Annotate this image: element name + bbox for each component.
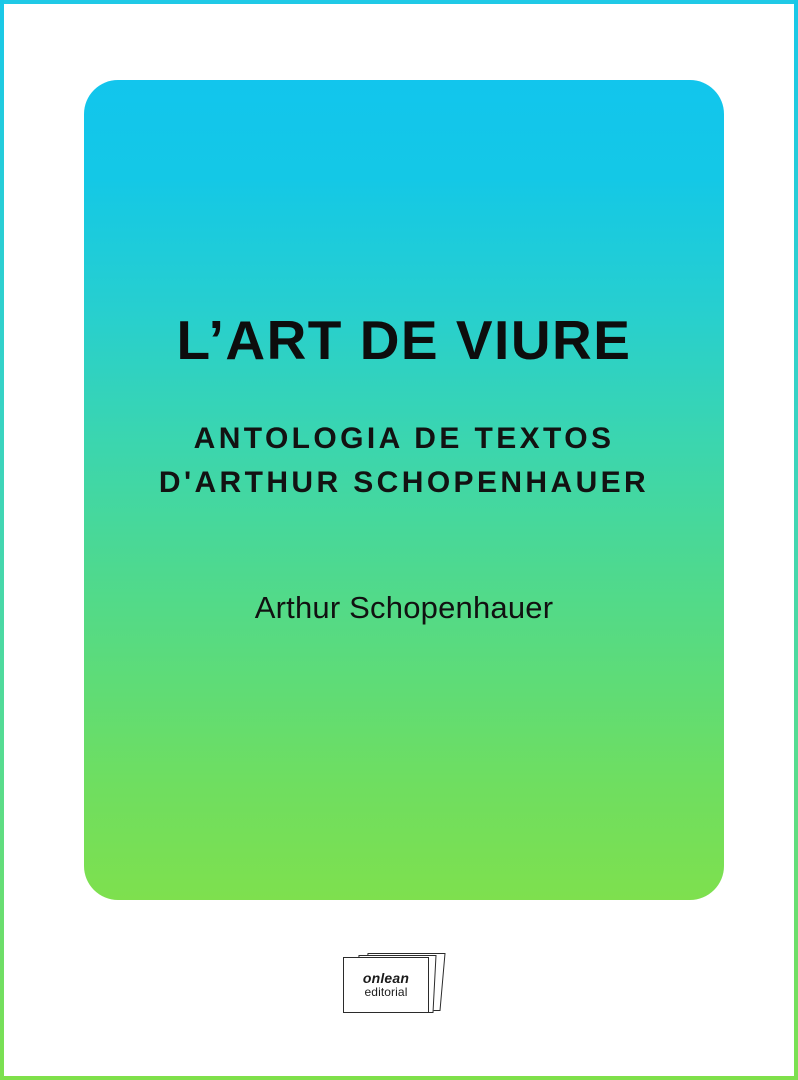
- book-subtitle-line-2: D'ARTHUR SCHOPENHAUER: [158, 465, 650, 499]
- page-border-left: [0, 0, 4, 1080]
- book-subtitle: [159, 417, 649, 504]
- book-title: L’ART DE VIURE: [176, 309, 632, 371]
- cover-content: [84, 80, 724, 900]
- publisher-descriptor: editorial: [364, 985, 408, 1000]
- publisher-logo-text: [343, 957, 429, 1013]
- cover-card: [84, 80, 724, 900]
- page-border-right: [794, 0, 798, 1080]
- book-author: Arthur Schopenhauer: [254, 590, 554, 626]
- page-border-top: [0, 0, 798, 4]
- publisher-logo: [343, 953, 455, 1015]
- publisher-name: onlean: [362, 970, 410, 987]
- page-border-bottom: [0, 1076, 798, 1080]
- book-subtitle-line-1: ANTOLOGIA DE TEXTOS: [193, 422, 615, 456]
